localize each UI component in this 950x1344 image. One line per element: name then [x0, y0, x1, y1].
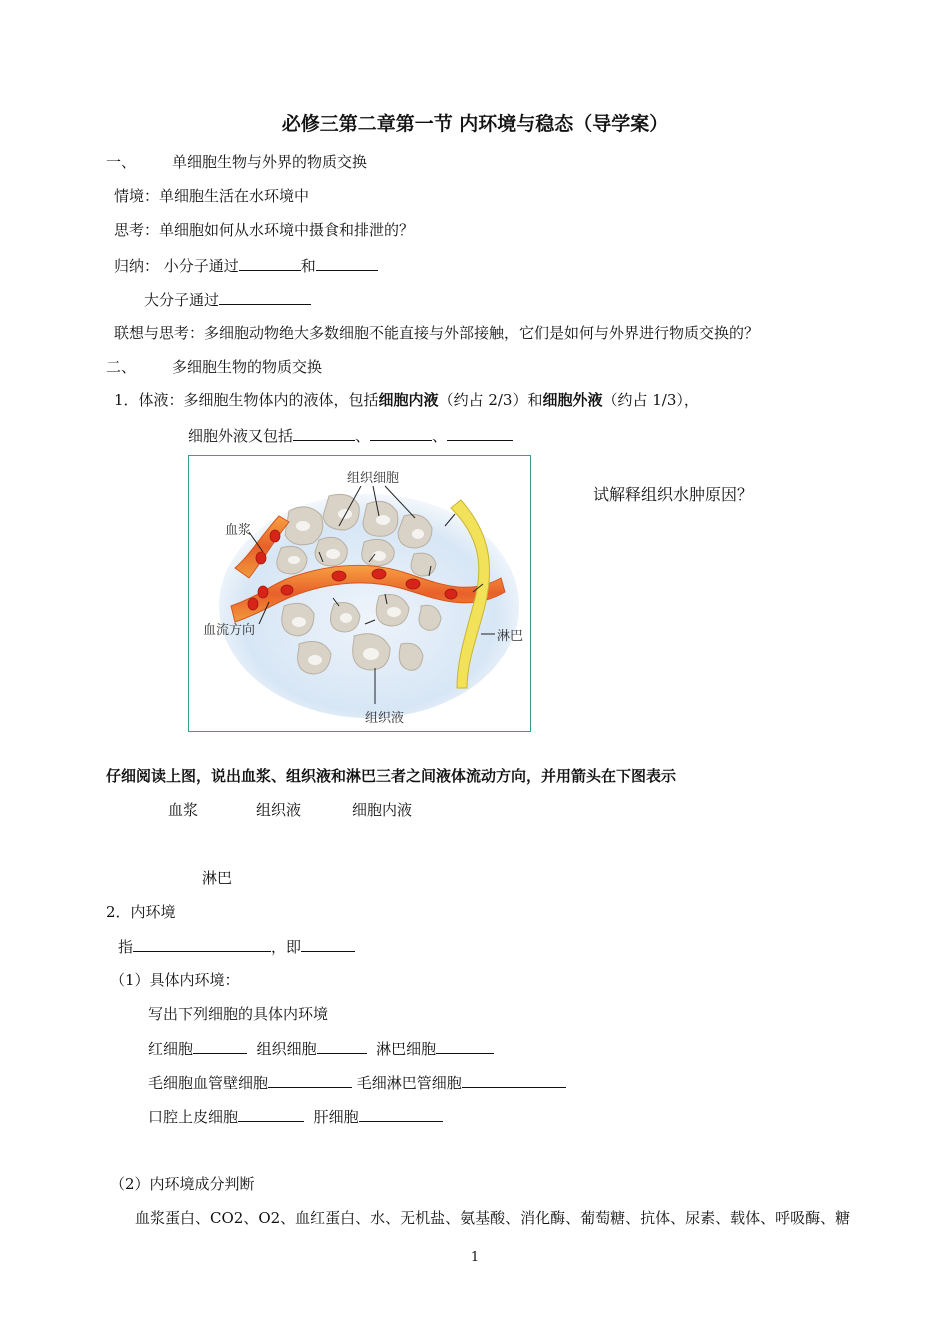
sub1-heading: （1）具体内环境： — [110, 971, 240, 989]
body-fluid-text-c: （约占 2/3）和 — [438, 391, 543, 409]
body-fluid-extracellular: 细胞外液 — [542, 391, 603, 409]
body-fluid-text-e: （约占 1/3）， — [602, 391, 699, 409]
sub2-heading: （2）内环境成分判断 — [110, 1175, 255, 1193]
liver-cell-label: 肝细胞 — [313, 1108, 359, 1126]
page-number: 1 — [470, 1250, 480, 1265]
body-fluid-text-a: 1．体液：多细胞生物体内的液体，包括 — [114, 391, 379, 409]
blank-ecf-2[interactable] — [370, 425, 432, 441]
blank-definition[interactable] — [133, 936, 271, 952]
blank-liver-cell[interactable] — [359, 1106, 443, 1122]
blank-lymph-cell[interactable] — [436, 1038, 494, 1054]
section1-number: 一、 — [106, 153, 137, 171]
separator: 、 — [432, 427, 448, 445]
blank-small-molecule-2[interactable] — [316, 255, 378, 271]
cells-row-2 — [148, 1072, 566, 1093]
tissue-diagram — [188, 455, 531, 732]
label-plasma: 血浆 — [225, 523, 252, 538]
read-instruction: 仔细阅读上图，说出血浆、组织液和淋巴三者之间液体流动方向，并用箭头在下图表示 — [106, 767, 677, 785]
body-fluid-definition — [114, 390, 699, 410]
large-molecule-label: 大分子通过 — [144, 291, 220, 309]
ecf-components — [188, 425, 513, 446]
blank-ecf-1[interactable] — [293, 425, 355, 441]
blank-capillary-wall[interactable] — [268, 1072, 352, 1088]
section1-heading: 单细胞生物与外界的物质交换 — [172, 153, 368, 171]
components-list: 血浆蛋白、CO2、O2、血红蛋白、水、无机盐、氨基酸、消化酶、葡萄糖、抗体、尿素、载体、呼吸酶、糖 — [135, 1209, 851, 1227]
label-lymph: 淋巴 — [497, 629, 524, 644]
blank-ecf-3[interactable] — [447, 425, 513, 441]
blank-rbc[interactable] — [193, 1038, 247, 1054]
tissue-cell — [411, 553, 436, 576]
flow-label-plasma: 血浆 — [168, 801, 199, 819]
blank-tissue-cell[interactable] — [317, 1038, 367, 1054]
rbc-label: 红细胞 — [148, 1040, 194, 1058]
section1-association: 联想与思考：多细胞动物绝大多数细胞不能直接与外部接触，它们是如何与外界进行物质交换的？ — [114, 324, 760, 342]
section1-large-molecule — [144, 289, 311, 310]
page-title: 必修三第二章第一节 内环境与稳态（导学案） — [281, 113, 669, 135]
define-mid: ，即 — [271, 938, 302, 956]
lymph-capillary-label: 毛细淋巴管细胞 — [356, 1074, 462, 1092]
blank-alias[interactable] — [301, 936, 355, 952]
blank-oral-epithelium[interactable] — [238, 1106, 304, 1122]
sub1-instruction: 写出下列细胞的具体内环境 — [148, 1005, 329, 1023]
flow-label-intracellular: 细胞内液 — [352, 801, 413, 819]
tissue-diagram-svg — [189, 456, 530, 731]
section2-heading: 多细胞生物的物质交换 — [172, 358, 323, 376]
tissue-cell-label: 组织细胞 — [256, 1040, 317, 1058]
section1-think: 思考：单细胞如何从水环境中摄食和排泄的？ — [114, 221, 415, 239]
separator: 、 — [355, 427, 371, 445]
internal-env-definition — [118, 936, 355, 957]
edema-question: 试解释组织水肿原因？ — [593, 485, 754, 504]
cells-row-3 — [148, 1106, 443, 1127]
flow-label-tissue-fluid: 组织液 — [256, 801, 302, 819]
lymph-cell-label: 淋巴细胞 — [376, 1040, 437, 1058]
section1-summary — [114, 255, 378, 276]
summary-prefix: 归纳： 小分子通过 — [114, 257, 239, 275]
flow-label-lymph: 淋巴 — [202, 869, 233, 887]
oral-epithelium-label: 口腔上皮细胞 — [148, 1108, 239, 1126]
body-fluid-intracellular: 细胞内液 — [378, 391, 439, 409]
define-prefix: 指 — [118, 938, 134, 956]
blank-large-molecule[interactable] — [219, 289, 311, 305]
label-tissue-fluid: 组织液 — [365, 711, 405, 726]
cells-row-1 — [148, 1038, 494, 1059]
blank-lymph-capillary[interactable] — [462, 1072, 566, 1088]
internal-env-heading: 2．内环境 — [106, 903, 176, 921]
label-tissue-cells: 组织细胞 — [347, 471, 400, 486]
summary-and: 和 — [300, 257, 316, 275]
section1-scene: 情境：单细胞生活在水环境中 — [114, 187, 310, 205]
ecf-prefix: 细胞外液又包括 — [188, 427, 294, 445]
label-blood-flow: 血流方向 — [203, 623, 256, 638]
blank-small-molecule-1[interactable] — [239, 255, 301, 271]
section2-number: 二、 — [106, 358, 137, 376]
capillary-wall-label: 毛细胞血管壁细胞 — [148, 1074, 269, 1092]
